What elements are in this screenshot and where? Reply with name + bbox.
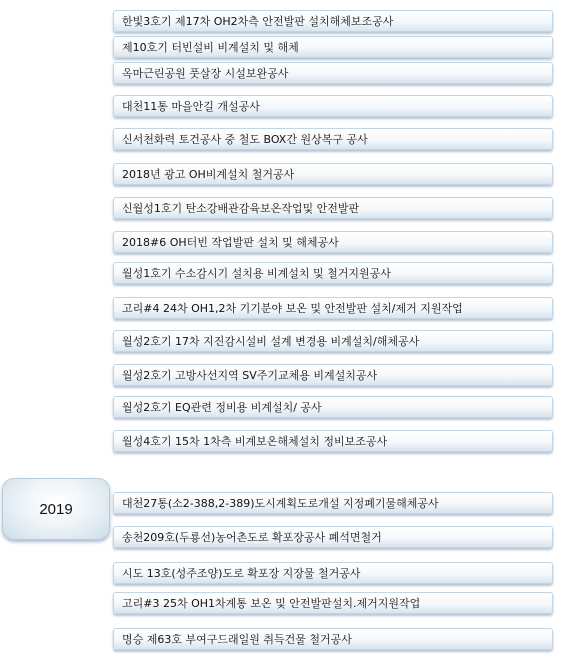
list-item xyxy=(113,297,553,319)
list-item xyxy=(113,396,553,418)
item-label: 월성1호기 수소감시기 설치용 비계설치 및 철거지원공사 xyxy=(122,267,391,280)
list-item xyxy=(113,430,553,452)
item-label: 대천11통 마을안길 개설공사 xyxy=(122,100,260,113)
item-label: 한빛3호기 제17차 OH2차측 안전발판 설치해체보조공사 xyxy=(122,15,394,28)
item-label: 명승 제63호 부여구드래일원 취득건물 철거공사 xyxy=(122,633,352,646)
list-item xyxy=(113,628,553,650)
list-item xyxy=(113,197,553,219)
item-label: 제10호기 터빈설비 비계설치 및 해체 xyxy=(122,41,299,54)
list-item xyxy=(113,492,553,514)
list-item xyxy=(113,330,553,352)
list-item xyxy=(113,562,553,584)
list-item xyxy=(113,364,553,386)
item-label: 2018년 광고 OH비계설치 철거공사 xyxy=(122,168,295,181)
item-label: 송천209호(두룡선)농어촌도로 확포장공사 폐석면철거 xyxy=(122,531,382,544)
item-label: 대천27통(소2-388,2-389)도시계획도로개설 지정폐기물해체공사 xyxy=(122,497,439,510)
year-tab xyxy=(2,478,110,540)
year-label: 2019 xyxy=(39,500,73,518)
item-label: 신월성1호기 탄소강배관감육보온작업및 안전발판 xyxy=(122,202,360,215)
item-label: 월성2호기 17차 지진감시설비 설계 변경용 비계설치/해체공사 xyxy=(122,335,420,348)
list-item xyxy=(113,163,553,185)
list-item xyxy=(113,231,553,253)
list-item xyxy=(113,262,553,284)
list-item xyxy=(113,526,553,548)
item-label: 시도 13호(성주조양)도로 확포장 지장물 철거공사 xyxy=(122,567,361,580)
list-item xyxy=(113,95,553,117)
list-item xyxy=(113,10,553,32)
item-label: 고리#3 25차 OH1차계통 보온 및 안전발판설치.제거지원작업 xyxy=(122,597,421,610)
list-item xyxy=(113,592,553,614)
item-label: 월성2호기 EQ관련 정비용 비계설치/ 공사 xyxy=(122,401,322,414)
item-label: 고리#4 24차 OH1,2차 기기분야 보온 및 안전발판 설치/제거 지원작업 xyxy=(122,302,463,315)
item-label: 월성4호기 15차 1차측 비계보온해체설치 정비보조공사 xyxy=(122,435,388,448)
item-label: 2018#6 OH터빈 작업발판 설치 및 해체공사 xyxy=(122,236,339,249)
item-label: 신서천화력 토건공사 중 철도 BOX간 원상복구 공사 xyxy=(122,133,368,146)
item-label: 월성2호기 고방사선지역 SV주기교체용 비계설치공사 xyxy=(122,369,378,382)
list-item xyxy=(113,62,553,84)
list-item xyxy=(113,36,553,58)
list-item xyxy=(113,128,553,150)
item-label: 옥마근린공원 풋살장 시설보완공사 xyxy=(122,67,289,80)
